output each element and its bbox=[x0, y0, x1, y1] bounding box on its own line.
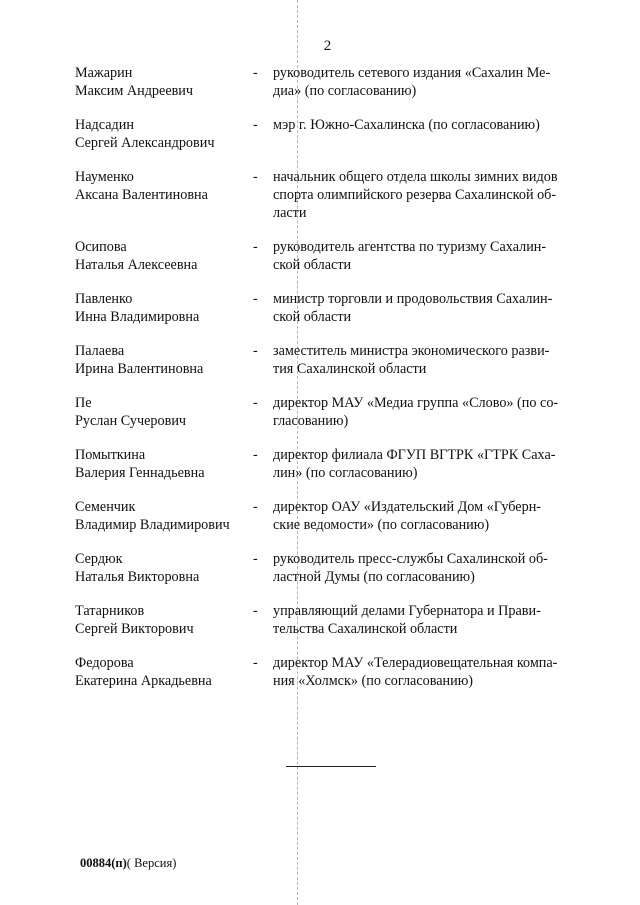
dash: - bbox=[253, 499, 258, 515]
person-name bbox=[75, 654, 253, 690]
page-number: 2 bbox=[323, 38, 332, 54]
dash: - bbox=[253, 65, 258, 81]
list-item bbox=[75, 446, 580, 482]
position: руководитель пресс-службы Сахалинской об- ластной Думы (по согласованию) bbox=[273, 551, 548, 585]
dash: - bbox=[253, 117, 258, 133]
person-name bbox=[75, 168, 253, 222]
given-names: Инна Владимировна bbox=[75, 309, 200, 325]
version-label: ( Версия) bbox=[126, 856, 177, 870]
given-names: Валерия Геннадьевна bbox=[75, 465, 205, 481]
dash: - bbox=[253, 343, 258, 359]
position: директор ОАУ «Издательский Дом «Губерн- ские ведомости» (по согласованию) bbox=[273, 499, 542, 533]
surname: Татарников bbox=[75, 603, 145, 619]
list-item bbox=[75, 394, 580, 430]
position: руководитель агентства по туризму Сахалин- ской области bbox=[273, 239, 547, 273]
position: директор МАУ «Телерадиовещательная компа- ния «Холмск» (по согласованию) bbox=[273, 655, 558, 689]
document-code: 00884(п) bbox=[80, 856, 127, 870]
surname: Мажарин bbox=[75, 65, 133, 81]
given-names: Сергей Александрович bbox=[75, 135, 215, 151]
person-name bbox=[75, 498, 253, 534]
dash: - bbox=[253, 291, 258, 307]
given-names: Максим Андреевич bbox=[75, 83, 194, 99]
surname: Павленко bbox=[75, 291, 133, 307]
position: управляющий делами Губернатора и Прави- тельства Сахалинской области bbox=[273, 603, 541, 637]
given-names: Наталья Викторовна bbox=[75, 569, 200, 585]
person-name bbox=[75, 446, 253, 482]
position: директор МАУ «Медиа группа «Слово» (по со- гласованию) bbox=[273, 395, 559, 429]
closing-separator-line bbox=[286, 766, 376, 767]
surname: Осипова bbox=[75, 239, 127, 255]
surname: Семенчик bbox=[75, 499, 136, 515]
member-list bbox=[75, 64, 580, 690]
surname: Пе bbox=[75, 395, 92, 411]
position: заместитель министра экономического разви- тия Сахалинской области bbox=[273, 343, 550, 377]
given-names: Наталья Алексеевна bbox=[75, 257, 198, 273]
person-name bbox=[75, 64, 253, 100]
person-name bbox=[75, 238, 253, 274]
given-names: Сергей Викторович bbox=[75, 621, 194, 637]
person-name bbox=[75, 550, 253, 586]
given-names: Ирина Валентиновна bbox=[75, 361, 204, 377]
dash: - bbox=[253, 447, 258, 463]
document-footer bbox=[80, 856, 176, 871]
surname: Палаева bbox=[75, 343, 125, 359]
list-item bbox=[75, 602, 580, 638]
position: начальник общего отдела школы зимних видов спорта олимпийского резерва Сахалинской об- ласти bbox=[273, 169, 558, 221]
list-item bbox=[75, 290, 580, 326]
given-names: Аксана Валентиновна bbox=[75, 187, 208, 203]
position: директор филиала ФГУП ВГТРК «ГТРК Саха- лин» (по согласованию) bbox=[273, 447, 556, 481]
dash: - bbox=[253, 169, 258, 185]
list-item bbox=[75, 342, 580, 378]
dash: - bbox=[253, 603, 258, 619]
person-name bbox=[75, 602, 253, 638]
dash: - bbox=[253, 551, 258, 567]
surname: Федорова bbox=[75, 655, 134, 671]
person-name bbox=[75, 342, 253, 378]
list-item bbox=[75, 168, 580, 222]
surname: Надсадин bbox=[75, 117, 134, 133]
position: мэр г. Южно-Сахалинска (по согласованию) bbox=[273, 117, 540, 133]
person-name bbox=[75, 394, 253, 430]
list-item bbox=[75, 116, 580, 152]
surname: Помыткина bbox=[75, 447, 146, 463]
list-item bbox=[75, 654, 580, 690]
given-names: Владимир Владимирович bbox=[75, 517, 230, 533]
person-name bbox=[75, 116, 253, 152]
position: министр торговли и продовольствия Сахалин- ской области bbox=[273, 291, 553, 325]
list-item bbox=[75, 550, 580, 586]
position: руководитель сетевого издания «Сахалин Ме- диа» (по согласованию) bbox=[273, 65, 551, 99]
surname: Науменко bbox=[75, 169, 134, 185]
dash: - bbox=[253, 395, 258, 411]
list-item bbox=[75, 238, 580, 274]
dash: - bbox=[253, 239, 258, 255]
given-names: Руслан Сучерович bbox=[75, 413, 187, 429]
given-names: Екатерина Аркадьевна bbox=[75, 673, 212, 689]
person-name bbox=[75, 290, 253, 326]
list-item bbox=[75, 64, 580, 100]
dash: - bbox=[253, 655, 258, 671]
list-item bbox=[75, 498, 580, 534]
surname: Сердюк bbox=[75, 551, 123, 567]
